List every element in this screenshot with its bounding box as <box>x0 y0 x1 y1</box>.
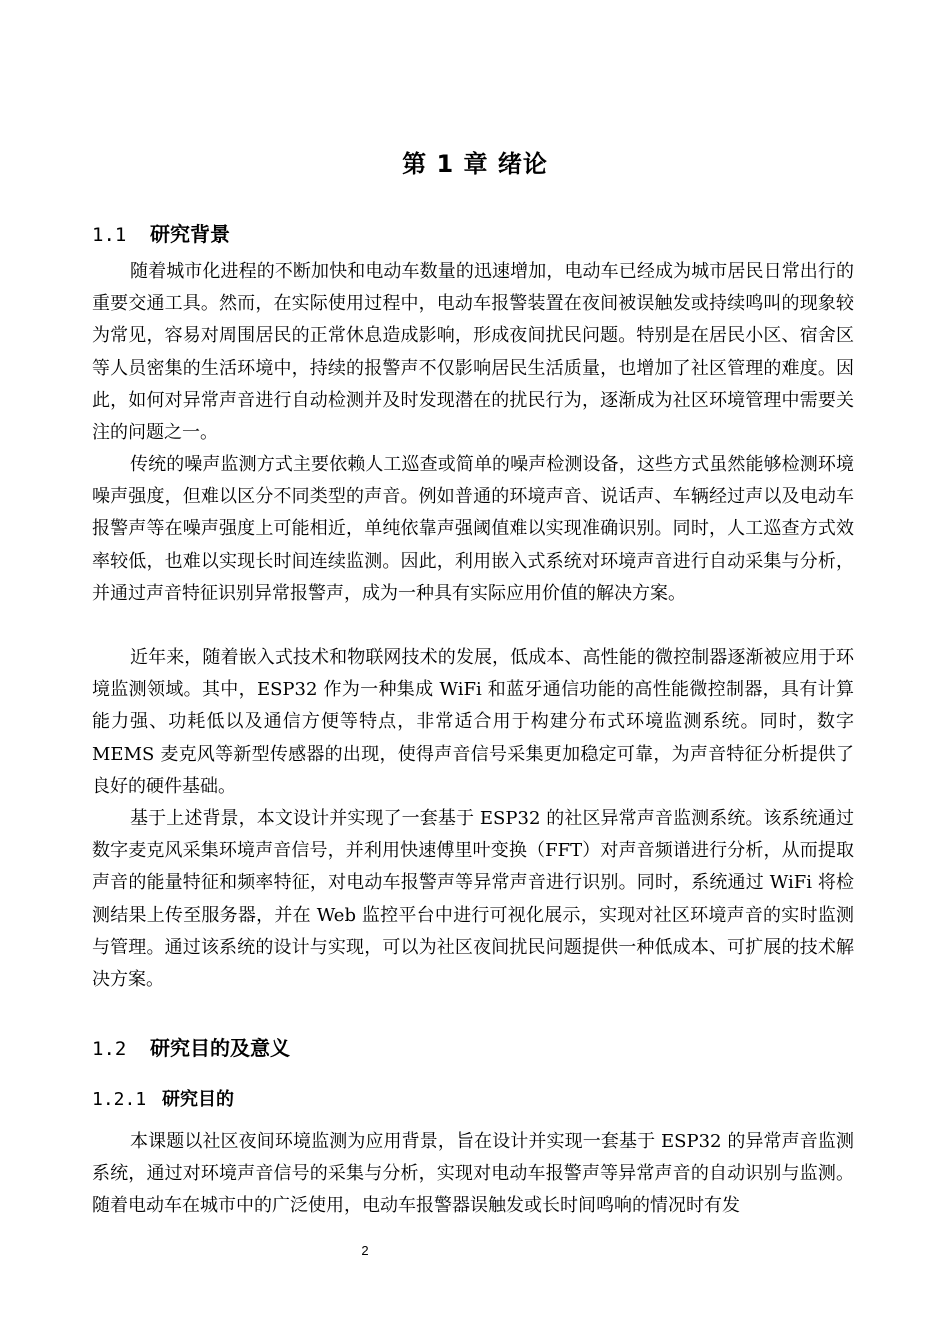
paragraph-background-2: 传统的噪声监测方式主要依赖人工巡查或简单的噪声检测设备，这些方式虽然能够检测环境噪声强度，但难以区分不同类型的声音。例如普通的环境声音、说话声、车辆经过声以及电动车报警声等在噪声强度上可能相近，单纯依靠声强阈值难以实现准确识别。同时，人工巡查方式效率较低，也难以实现长时间连续监测。因此，利用嵌入式系统对环境声音进行自动采集与分析，并通过声音特征识别异常报警声，成为一种具有实际应用价值的解决方案。 <box>92 454 854 604</box>
subsection-number: 1.2.1 <box>92 1089 147 1110</box>
paragraph-purpose-1: 本课题以社区夜间环境监测为应用背景，旨在设计并实现一套基于 ESP32 的异常声音监测系统，通过对环境声音信号的采集与分析，实现对电动车报警声等异常声音的自动识别与监测。随着电动车在城市中的广泛使用，电动车报警器误触发或长时间鸣响的情况时有发 <box>92 1131 854 1217</box>
section-number: 1.1 <box>92 224 127 246</box>
page-number: 2 <box>361 1243 369 1258</box>
section-heading-1-1 <box>92 220 230 249</box>
section-heading-1-2 <box>92 1034 290 1063</box>
section-number: 1.2 <box>92 1038 127 1060</box>
section-title: 研究背景 <box>150 222 230 246</box>
paragraph-background-1: 随着城市化进程的不断加快和电动车数量的迅速增加，电动车已经成为城市居民日常出行的重要交通工具。然而，在实际使用过程中，电动车报警装置在夜间被误触发或持续鸣叫的现象较为常见，容易对周围居民的正常休息造成影响，形成夜间扰民问题。特别是在居民小区、宿舍区等人员密集的生活环境中，持续的报警声不仅影响居民生活质量，也增加了社区管理的难度。因此，如何对异常声音进行自动检测并及时发现潜在的扰民行为，逐渐成为社区环境管理中需要关注的问题之一。 <box>92 261 854 444</box>
chapter-title: 第 1 章 绪论 <box>402 150 548 178</box>
section-title: 研究目的及意义 <box>150 1036 290 1060</box>
subsection-title: 研究目的 <box>162 1089 234 1110</box>
paragraph-background-3: 近年来，随着嵌入式技术和物联网技术的发展，低成本、高性能的微控制器逐渐被应用于环境监测领域。其中，ESP32 作为一种集成 WiFi 和蓝牙通信功能的高性能微控制器，具有计算能力强、功耗低以及通信方便等特点，非常适合用于构建分布式环境监测系统。同时，数字 MEMS 麦克风等新型传感器的出现，使得声音信号采集更加稳定可靠，为声音特征分析提供了良好的硬件基础。 <box>92 647 854 797</box>
paragraph-background-4: 基于上述背景，本文设计并实现了一套基于 ESP32 的社区异常声音监测系统。该系统通过数字麦克风采集环境声音信号，并利用快速傅里叶变换（FFT）对声音频谱进行分析，从而提取声音的能量特征和频率特征，对电动车报警声等异常声音进行识别。同时，系统通过 WiFi 将检测结果上传至服务器，并在 Web 监控平台中进行可视化展示，实现对社区环境声音的实时监测与管理。通过该系统的设计与实现，可以为社区夜间扰民问题提供一种低成本、可扩展的技术解决方案。 <box>92 808 854 991</box>
subsection-heading-1-2-1 <box>92 1087 234 1113</box>
